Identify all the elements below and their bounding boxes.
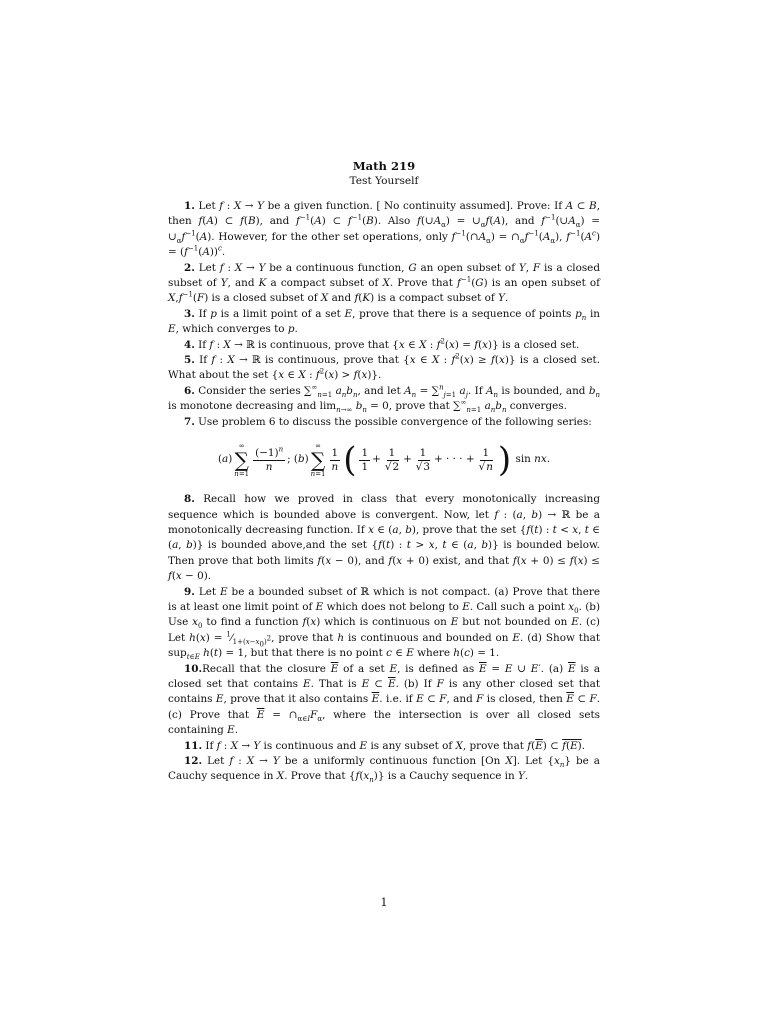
- page-number: 1: [380, 896, 388, 909]
- problem-6: 6. Consider the series $\sum^\infty_{n=1}$ $a_nb_n$, and let $A_n = \sum^n_{j=1}$ $a_j$. If $A_n$ is bounded, and $b_n$ is monotone decreasing and $\lim_{n\to\infty} b_n = 0$, prove that $\sum^\infty_{n=1}$ $a_nb_n$ converges.: [168, 383, 600, 415]
- problem-8: 8. Recall how we proved in class that every monotonically increasing sequence which is bounded above is convergent. Now, let f : (a, b) → ℝ be a monotonically decreasing function. If x ∈ (a, b), prove that the set {f(t) : t < x, t ∈ (a, b)} is bounded above,and the set {f(t) : t > x, t ∈ (a, b)} is bounded below. Then prove that both limits f(x − 0), and f(x + 0) exist, and that f(x + 0) ≤ f(x) ≤ f(x − 0).: [168, 493, 600, 583]
- problem-1: 1. Let f : X → Y be a given function. [ No continuity assumed]. Prove: If A ⊂ B, then f(A) ⊂ f(B), and $f^{-1}(A)$ ⊂ $f^{-1}(B)$. Also $f(\cup A_\alpha)$ = $\cup_\alpha f(A)$, and $f^{-1}(\cup A_\alpha)$ = $\cup_\alpha f^{-1}(A)$. However, for the other set operations, only $f^{-1}(\cap A_\alpha)$ = $\cap_\alpha f^{-1}(A_\alpha)$, $f^{-1}(A^c) = (f^{-1}(A))^c$.: [168, 200, 600, 259]
- document-subtitle: Test Yourself: [349, 175, 419, 187]
- document-title: Math 219: [352, 159, 416, 173]
- problem-7: 7. Use problem 6 to discuss the possible convergence of the following series:: [184, 415, 592, 428]
- problem-5: 5. If f : X → ℝ is continuous, prove that {x ∈ X : $f^2(x) \ge f(x)$} is a closed set. What about the set {x ∈ X : $f^2(x) > f(x)$}.: [168, 352, 601, 382]
- problem-10: 10.Recall that the closure $\overline{E}$ of a set E, is defined as $\overline{E} = E$ ∪ E′. (a) $\overline{E}$ is a closed set that contains E. That is E ⊂ $\overline{E}$. (b) If F is any other closed set that contains E, prove that it also contains $\overline{E}$. i.e. if E ⊂ F, and F is closed, then $\overline{E}$ ⊂ F. (c) Prove that $\overline{E}$ = $\cap_{\alpha\in I}F_\alpha$, where the intersection is over all closed sets containing E.: [168, 662, 601, 737]
- document-page: [168, 158, 600, 785]
- problem-2: 2. Let f : X → Y be a continuous function, G an open subset of Y, F is a closed subset of Y, and K a compact subset of X. Prove that $f^{-1}(G)$ is an open subset of $X,f^{-1}(F)$ is a closed subset of X and f(K) is a compact subset of Y.: [168, 261, 600, 305]
- problem-9: 9. Let E be a bounded subset of ℝ which is not compact. (a) Prove that there is at least one limit point of E which does not belong to E. Call such a point $x_0$. (b) Use $x_0$ to find a function f(x) which is continuous on E but not bounded on E. (c) Let $h(x) = ^1⁄_{1+(x-x_0)^2}$, prove that h is continuous and bounded on E. (d) Show that sup$_{t\in E}$ h(t) = 1, but that there is no point c ∈ E where h(c) = 1.: [168, 585, 601, 662]
- displayed-series: (a) ∞ ∑ n=1 $\frac{(-1)^n}{n}$ ; (b) ∞ ∑ n=1 $\frac{1}{n}$ ( $\frac{1}{1}$ + $\frac{1}{√2}$ + $\frac{1}{√3}$ + · · · + $\frac{1}{√n}$ ) sin nx.: [217, 440, 551, 481]
- problem-12: 12. Let f : X → Y be a uniformly continuous function [On X]. Let $\{x_n\}$ be a Cauchy sequence in X. Prove that $\{f(x_n)\}$ is a Cauchy sequence in Y.: [168, 755, 600, 785]
- problem-4: 4. If f : X → ℝ is continuous, prove that {x ∈ X : $f^2(x) = f(x)$} is a closed set.: [184, 337, 580, 351]
- problem-11: 11. If f : X → Y is continuous and E is any subset of X, prove that $f(\overline{E})$ ⊂ f(E).: [184, 739, 586, 752]
- problem-3: 3. If p is a limit point of a set E, prove that there is a sequence of points $p_n$ in E, which converges to p.: [168, 307, 600, 336]
